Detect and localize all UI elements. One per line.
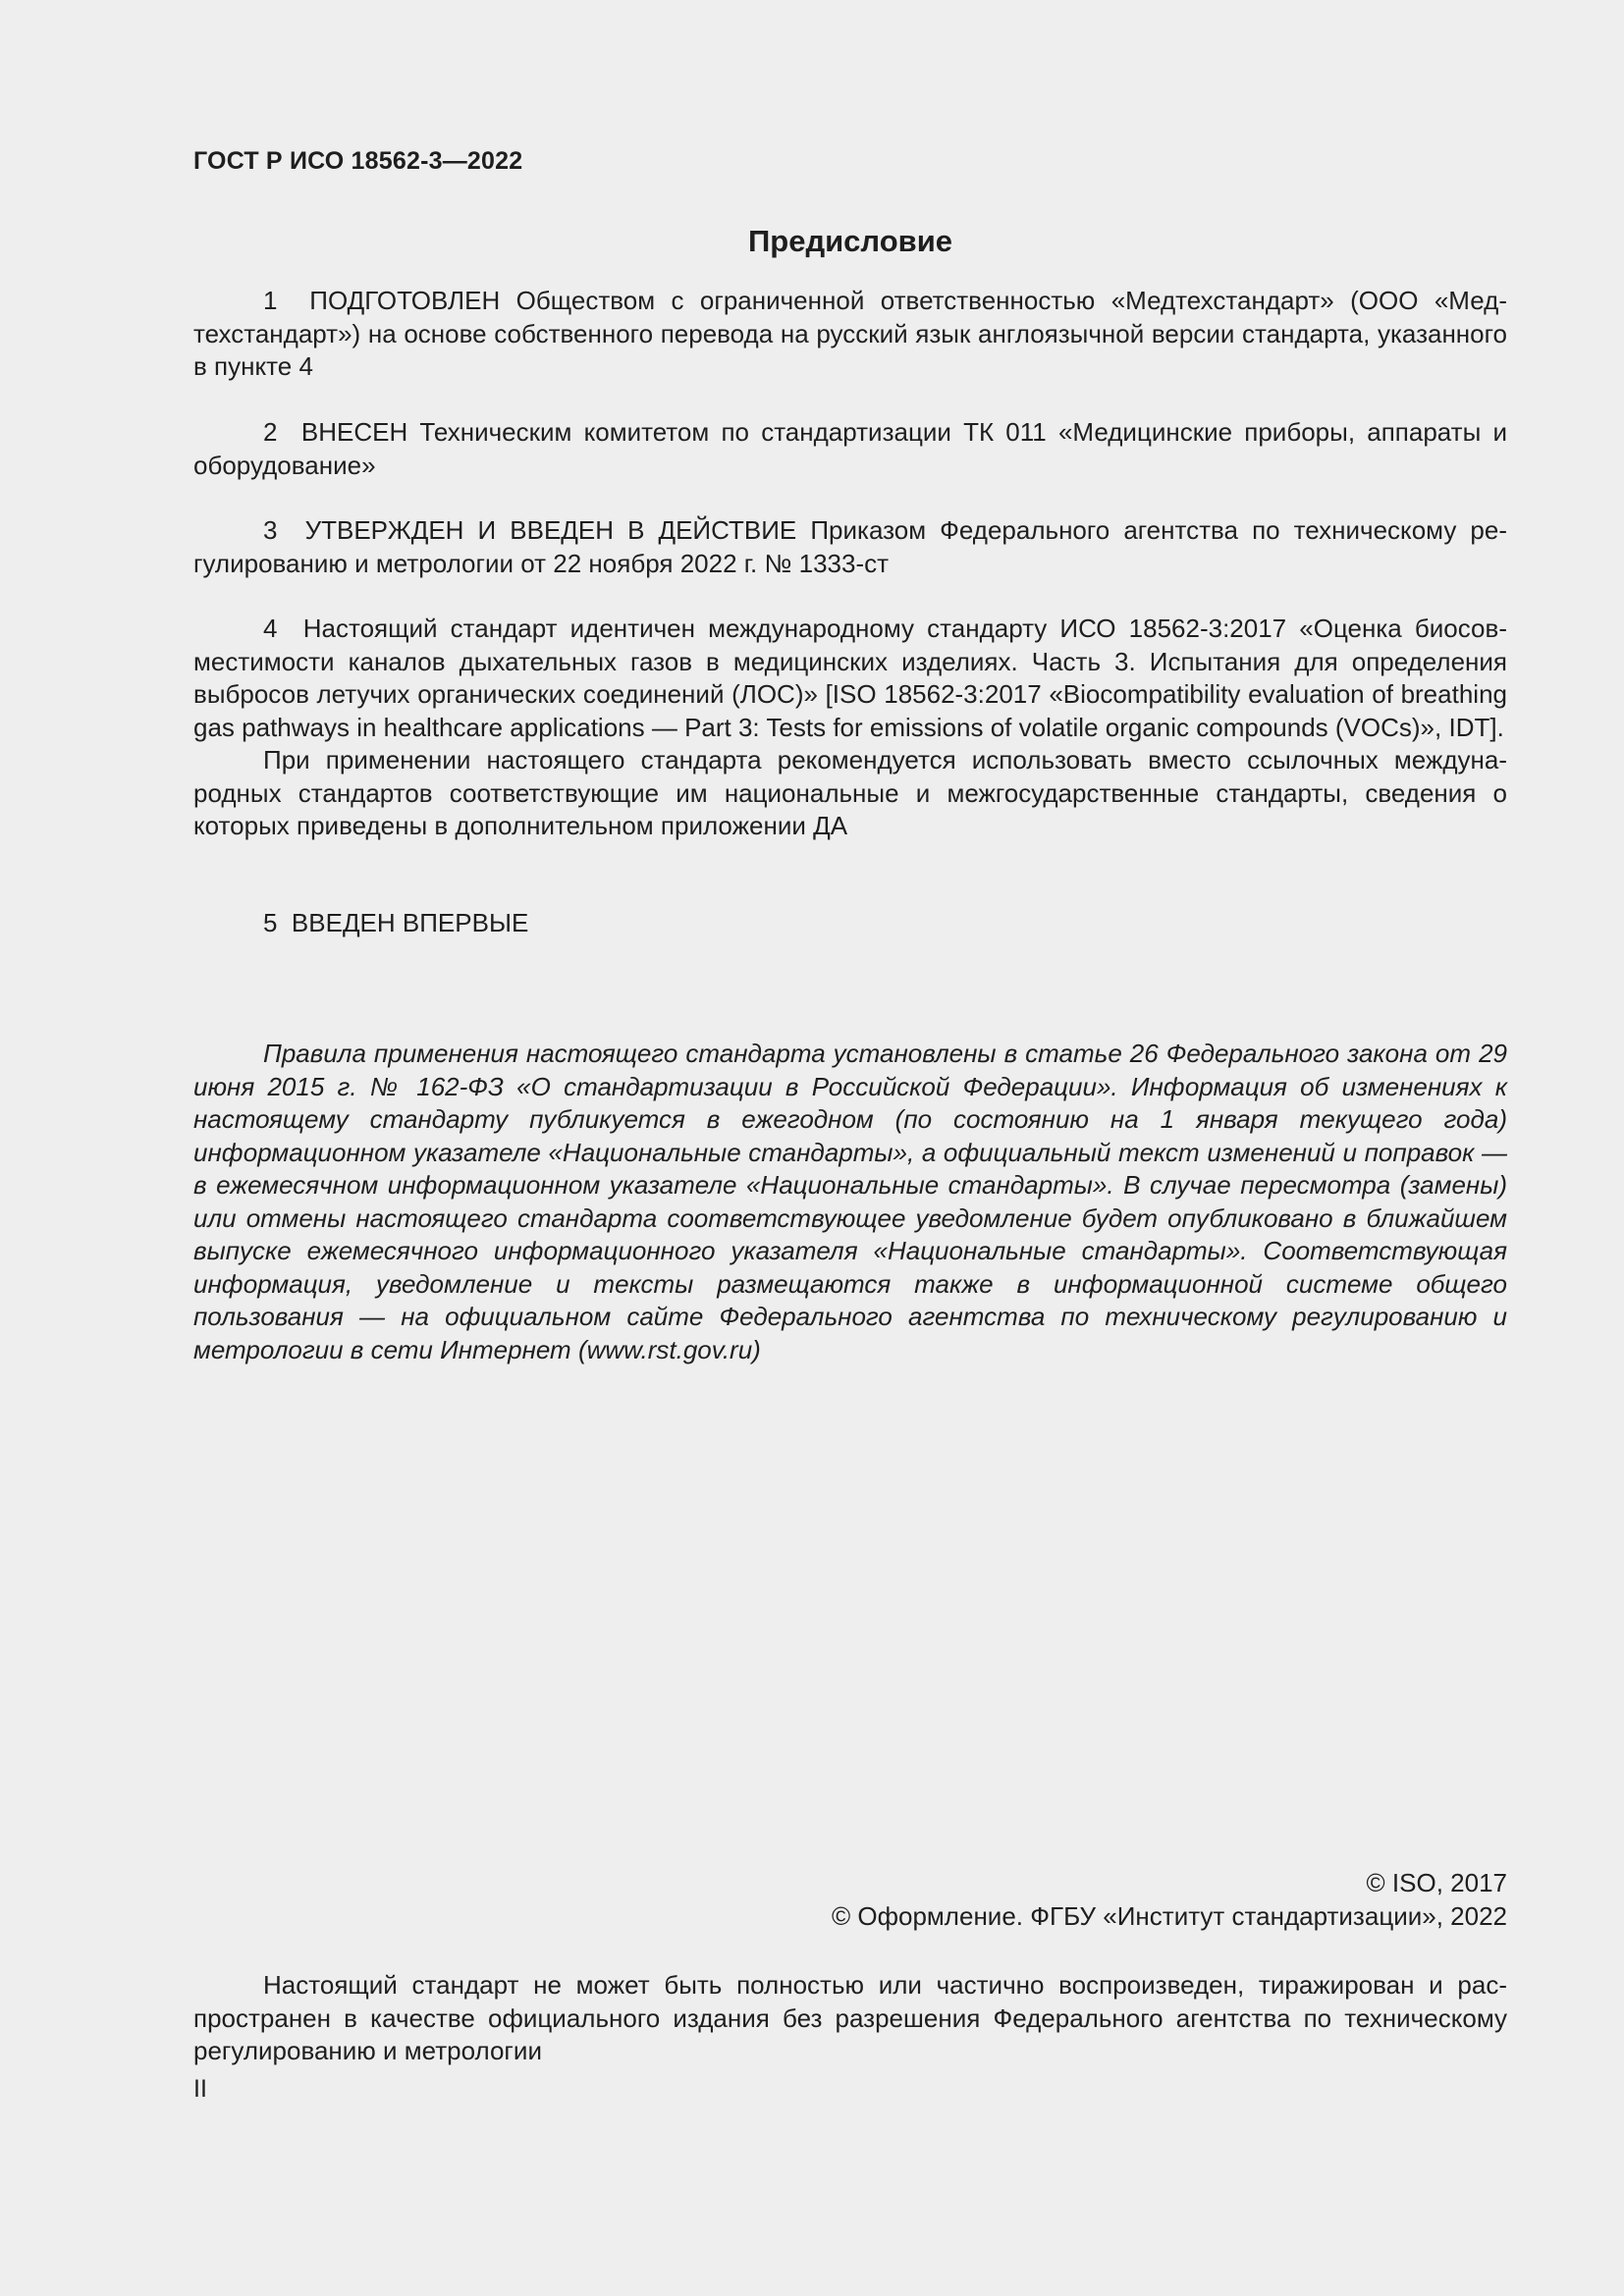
foreword-item-3 [193, 514, 1507, 580]
document-code: ГОСТ Р ИСО 18562-3—2022 [193, 147, 523, 175]
foreword-title: Предисловие [747, 224, 952, 258]
foreword-item-5 [193, 907, 1507, 940]
item-text: ВВЕДЕН ВПЕРВЫЕ [291, 908, 529, 937]
standard-rules-notice: Правила применения настоящего стандарта установлены в статье 26 Федерального закона от 29 июня 2015 г. № 162-ФЗ «О стандартизации в Российской Федерации». Информация об изменениях к настоящему стандарту публикуется в ежегодном (по состоянию на 1 января текущего года) информационном указателе «Национальные стандарты», а официальный текст изменений и поправок — в ежемесячном информационном указателе «Национальные стандарты». В случае пересмотра (замены) или отмены настоящего стандарта соответствующее уведомление будет опубликовано в ближайшем выпуске ежемесячного информационного указателя «Национальные стандарты». Соответствующая информация, уведомление и тексты размещаются также в информационной системе общего пользования — на официальном сайте Федерального агентства по техническому регулированию и метрологии в сети Интернет (www.rst.gov.ru) [193, 1039, 1507, 1364]
item-continuation: При применении настоящего стандарта рекомендуется использовать вместо ссылочных международных стандартов соответствующие им национальные и межгосударственные стандарты, сведения о которых приведены в дополнительном приложении ДА [193, 745, 1507, 840]
item-number: 1 [263, 286, 278, 315]
item-text: ПОДГОТОВЛЕН Обществом с ограниченной ответственностью «Медтехстандарт» (ООО «Медтехстандарт») на основе собственного перевода на русский язык англоязычной версии стандарта, указанного в пункте 4 [193, 286, 1507, 381]
foreword-item-4 [193, 613, 1507, 843]
item-text: ВНЕСЕН Техническим комитетом по стандартизации ТК 011 «Медицинские приборы, аппараты и оборудование» [193, 417, 1507, 480]
design-copyright: © Оформление. ФГБУ «Институт стандартизации», 2022 [832, 1900, 1507, 1931]
reproduction-notice: Настоящий стандарт не может быть полностью или частично воспроизведен, тиражирован и распространен в качестве официального издания без разрешения Федерального агентства по техническому регулированию и метрологии [193, 1970, 1507, 2065]
item-number: 4 [263, 614, 278, 643]
iso-copyright: © ISO, 2017 [1366, 1868, 1507, 1897]
item-number: 5 [263, 908, 278, 937]
foreword-item-1 [193, 285, 1507, 384]
item-text: Настоящий стандарт идентичен международному стандарту ИСО 18562-3:2017 «Оценка биосовместимости каналов дыхательных газов в медицинских изделиях. Часть 3. Испытания для определения выбросов летучих органических соединений (ЛОС)» [ISO 18562-3:2017 «Biocompatibility evaluation of breathing gas pathways in healthcare applications — Part 3: Tests for emissions of volatile organic compounds (VOCs)», IDT]. [193, 614, 1507, 742]
page-number: II [193, 2075, 207, 2103]
item-number: 3 [263, 515, 278, 545]
item-text: УТВЕРЖДЕН И ВВЕДЕН В ДЕЙСТВИЕ Приказом Федерального агентства по техническому регулированию и метрологии от 22 ноября 2022 г. № 1333-ст [193, 515, 1508, 578]
copyright-block [832, 1867, 1507, 1933]
foreword-item-2 [193, 416, 1507, 482]
item-number: 2 [263, 417, 278, 447]
